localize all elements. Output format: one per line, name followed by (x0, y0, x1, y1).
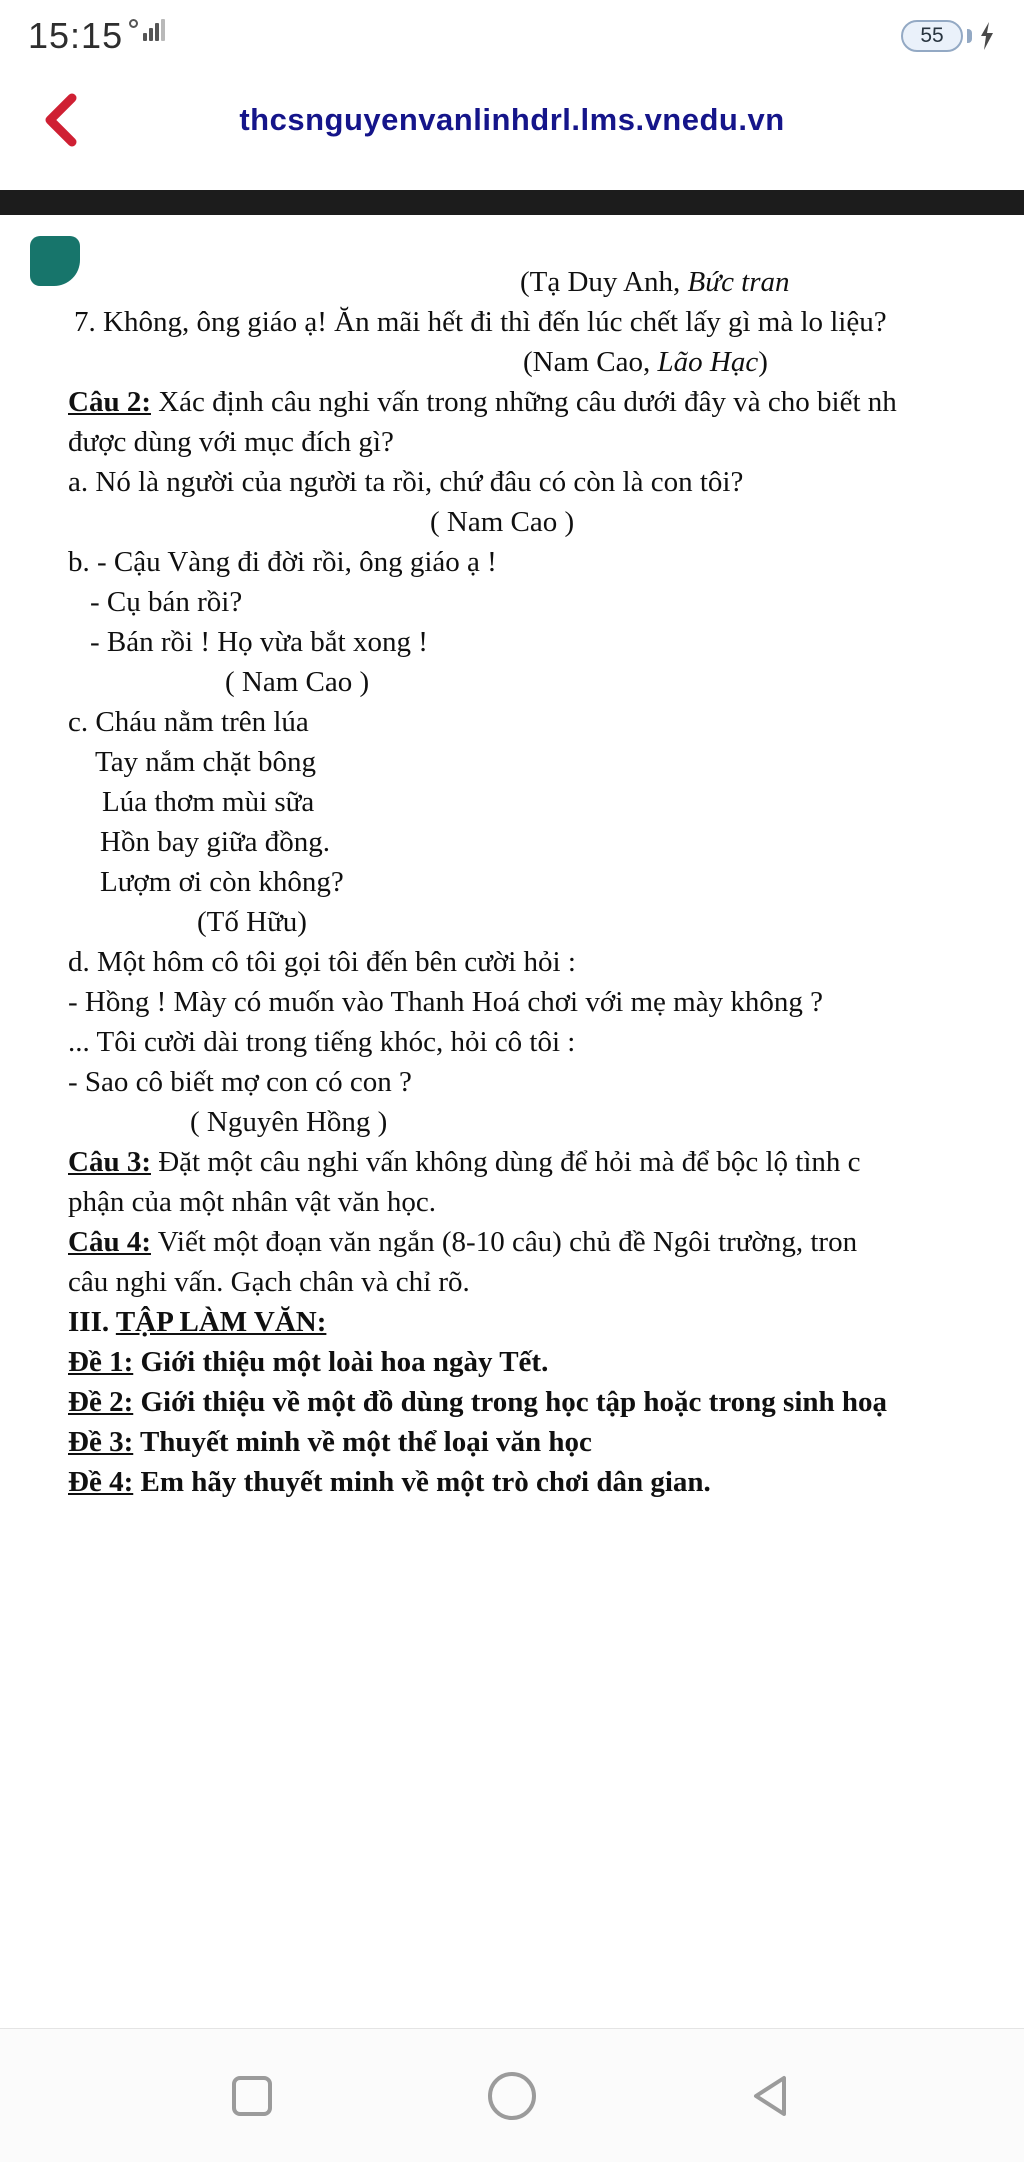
charging-bolt-icon (978, 21, 996, 51)
square-icon (232, 2076, 272, 2116)
document-line: Đề 4: Em hãy thuyết minh về một trò chơi dân gian. (68, 1466, 711, 1498)
document-line: Đề 1: Giới thiệu một loài hoa ngày Tết. (68, 1346, 549, 1378)
document-line: c. Cháu nằm trên lúa (68, 706, 309, 738)
document-line: ( Nam Cao ) (225, 666, 370, 698)
document-line: - Cụ bán rồi? (90, 586, 243, 618)
android-nav-bar (0, 2028, 1024, 2162)
clock: 15:15 (28, 15, 124, 56)
status-icons (129, 19, 165, 41)
document-page[interactable] (0, 262, 1024, 1502)
document-line: ... Tôi cười dài trong tiếng khóc, hỏi cô tôi : (68, 1026, 576, 1058)
recent-apps-button[interactable] (222, 2066, 282, 2126)
url-bar[interactable]: thcsnguyenvanlinhdrl.lms.vnedu.vn (239, 102, 785, 137)
separator-bar (0, 190, 1024, 215)
status-bar (0, 0, 1024, 72)
document-line: ( Nam Cao ) (430, 506, 575, 538)
document-line: a. Nó là người của người ta rồi, chứ đâu có còn là con tôi? (68, 466, 744, 498)
document-line: Đề 2: Giới thiệu về một đồ dùng trong học tập hoặc trong sinh hoạ (68, 1386, 888, 1418)
signal-bars-icon (143, 19, 165, 41)
battery-level: 55 (920, 24, 944, 47)
document-line: Câu 2: Xác định câu nghi vấn trong những câu dưới đây và cho biết nh (68, 386, 897, 418)
document-lines (68, 262, 1024, 1502)
document-line: Câu 4: Viết một đoạn văn ngắn (8-10 câu) chủ đề Ngôi trường, tron (68, 1226, 858, 1258)
triangle-left-icon (746, 2070, 798, 2122)
document-line: III. TẬP LÀM VĂN: (68, 1306, 327, 1338)
document-line: 7. Không, ông giáo ạ! Ăn mãi hết đi thì đến lúc chết lấy gì mà lo liệu? (74, 306, 887, 338)
document-line: ( Nguyên Hồng ) (190, 1106, 388, 1138)
document-line: phận của một nhân vật văn học. (68, 1186, 437, 1218)
document-line: Tay nắm chặt bông (95, 746, 317, 778)
home-button[interactable] (482, 2066, 542, 2126)
browser-header (0, 72, 1024, 168)
alarm-icon (129, 19, 138, 28)
document-line: được dùng với mục đích gì? (68, 426, 394, 458)
document-line: Câu 3: Đặt một câu nghi vấn không dùng để hỏi mà để bộc lộ tình c (68, 1146, 861, 1178)
document-line: - Hồng ! Mày có muốn vào Thanh Hoá chơi với mẹ mày không ? (68, 986, 823, 1018)
document-line: Lúa thơm mùi sữa (102, 786, 315, 818)
document-line: (Tạ Duy Anh, Bức tran (520, 266, 790, 298)
document-line: Hồn bay giữa đồng. (100, 826, 330, 858)
back-chevron-icon[interactable] (38, 90, 84, 150)
document-line: Lượm ơi còn không? (100, 866, 344, 898)
document-line: (Nam Cao, Lão Hạc) (523, 346, 768, 378)
document-line: (Tố Hữu) (197, 906, 307, 938)
document-line: câu nghi vấn. Gạch chân và chỉ rõ. (68, 1266, 470, 1298)
document-line: d. Một hôm cô tôi gọi tôi đến bên cười hỏi : (68, 946, 576, 978)
back-button[interactable] (742, 2066, 802, 2126)
battery-indicator (901, 20, 963, 52)
document-line: - Sao cô biết mợ con có con ? (68, 1066, 412, 1098)
document-line: Đề 3: Thuyết minh về một thể loại văn học (68, 1426, 592, 1458)
document-line: - Bán rồi ! Họ vừa bắt xong ! (90, 626, 428, 658)
battery-cap (967, 29, 972, 43)
document-line: b. - Cậu Vàng đi đời rồi, ông giáo ạ ! (68, 546, 497, 578)
circle-icon (488, 2072, 536, 2120)
